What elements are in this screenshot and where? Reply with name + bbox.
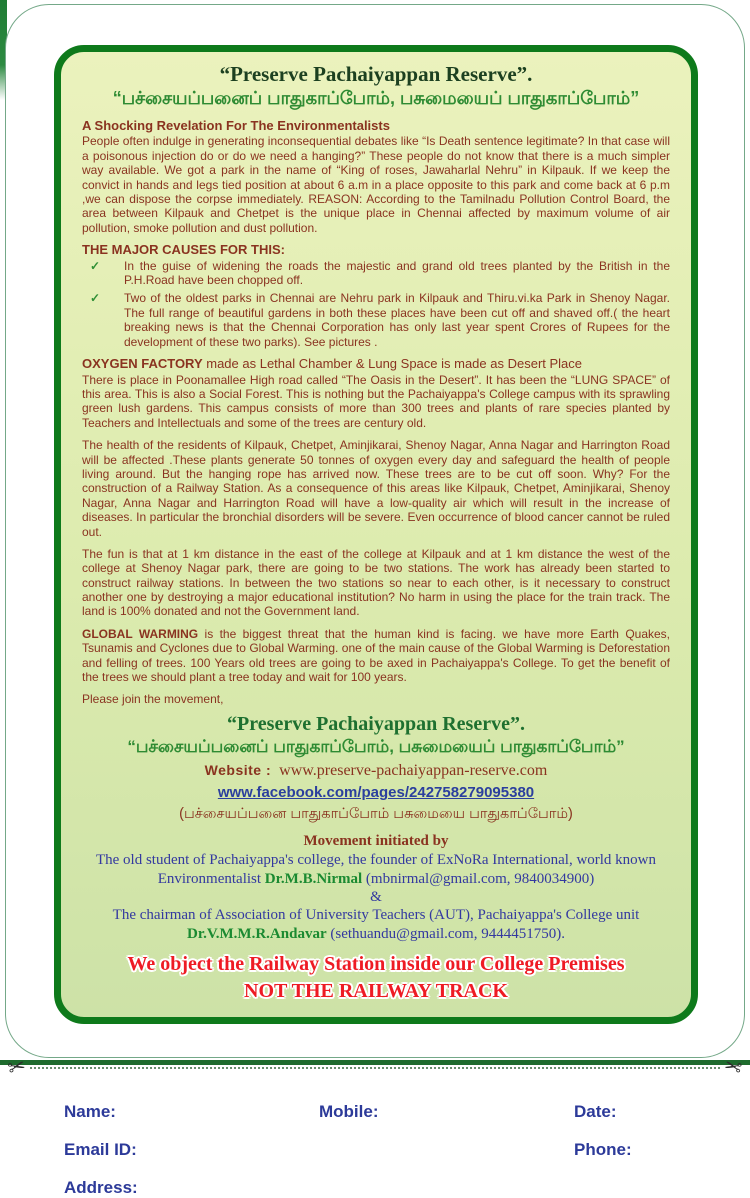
checkmark-icon: ✓ <box>90 291 101 306</box>
signup-form <box>6 1080 744 1198</box>
global-warming-bold: GLOBAL WARMING <box>82 626 199 641</box>
cause-item-text: Two of the oldest parks in Chennai are Nehru park in Kilpauk and Thiru.vi.ka Park in Shenoy Nagar. The full range of beautiful gardens in both these places have been cut off and shaved off.( the heart breaking news is that the Chennai Corporation has only last year spent Crores of Rupees for the development of these two parks). See pictures . <box>124 291 670 349</box>
major-causes-heading: THE MAJOR CAUSES FOR THIS: <box>82 242 285 258</box>
movement-line-1: The old student of Pachaiyappa's college, the founder of ExNoRa International, world known <box>95 852 657 869</box>
cause-item-roads <box>82 259 670 288</box>
email-field-label[interactable]: Email ID: <box>64 1139 137 1159</box>
checkmark-icon: ✓ <box>90 258 101 273</box>
form-row-2 <box>64 1140 744 1160</box>
oxygen-factory-paragraph: There is place in Poonamallee High road called “The Oasis in the Desert”. It has been the “LUNG SPACE” of this area. This is also a Social Forest. This is nothing but the Pachaiyappa's College campus with its sprawling green lush gardens. This campus consists of more than 300 trees and plants of rare species planted by Teachers and Intellectuals and some of the trees are century old. <box>82 372 670 430</box>
facebook-line <box>82 784 670 802</box>
flyer-title-tamil: “பச்சையப்பனைப் பாதுகாப்போம், பசுமையைப் பாதுகாப்போம்” <box>112 88 640 109</box>
oxygen-factory-heading <box>82 356 670 372</box>
movement-ampersand: & <box>370 889 382 906</box>
dotted-cut-line <box>30 1067 721 1069</box>
oxygen-factory-heading-bold: OXYGEN FACTORY <box>82 356 203 371</box>
movement-heading: Movement initiated by <box>303 833 449 850</box>
scissors-icon: ✂ <box>721 1054 745 1082</box>
cut-here-line <box>5 1054 745 1082</box>
phone-field-label[interactable]: Phone: <box>574 1139 632 1159</box>
scissors-icon: ✂ <box>5 1054 29 1082</box>
movement-line-2-pre: Environmentalist <box>157 870 265 887</box>
flyer-title-english-repeat: “Preserve Pachaiyappan Reserve”. <box>227 712 525 735</box>
outer-frame <box>5 4 745 1197</box>
flyer-title-english: “Preserve Pachaiyappan Reserve”. <box>219 62 533 86</box>
mobile-field-label[interactable]: Mobile: <box>319 1101 379 1121</box>
movement-line-4 <box>82 925 670 943</box>
health-paragraph: The health of the residents of Kilpauk, Chetpet, Aminjikarai, Shenoy Nagar, Anna Nagar and Harrington Road will be affected .These plants generate 50 tonnes of oxygen every day and safeguard the health of people living around. But the hanging rope has arrived now. These trees are to be cut off soon. Why? For the construction of a Railway Station. As a consequence of this areas like Kilpauk, Chetpet, Aminjikarai, Shenoy Nagar, Anna Nagar and Harrington Road will have a low-quality air which will result in the increase of diseases. In particular the bronchial disorders will be severe. Even occurrence of blood cancer cannot be ruled out. <box>82 438 670 539</box>
form-row-1 <box>64 1102 744 1122</box>
name-field-label[interactable]: Name: <box>64 1101 116 1121</box>
join-movement-line: Please join the movement, <box>82 692 224 707</box>
tamil-paren-line: (பச்சையப்பனை பாதுகாப்போம் பசுமையை பாதுகாப்போம்) <box>179 806 573 823</box>
movement-line-3: The chairman of Association of University Teachers (AUT), Pachaiyappa's College unit <box>112 907 640 924</box>
initiator-name-andavar: Dr.V.M.M.R.Andavar <box>187 925 327 942</box>
movement-initiators-block <box>82 832 670 943</box>
movement-line-2-post: (mbnirmal@gmail.com, 9840034900) <box>362 870 595 887</box>
address-field-label[interactable]: Address: <box>64 1177 138 1197</box>
website-label: Website : <box>204 762 272 779</box>
protest-line-2: NOT THE RAILWAY TRACK <box>244 979 508 1002</box>
cause-item-parks <box>82 291 670 349</box>
two-stations-paragraph: The fun is that at 1 km distance in the east of the college at Kilpauk and at 1 km distance the west of the college at Shenoy Nagar park, there are going to be two stations. The work has already been started to construct railway stations. In between the two stations so near to each other, is it necessary to construct another one by destroying a major educational institution? No harm in using the place for the train track. The land is 100% donated and not the Government land. <box>82 546 670 619</box>
cause-item-text: In the guise of widening the roads the majestic and grand old trees planted by the British in the P.H.Road have been chopped off. <box>124 258 670 288</box>
global-warming-rest: is the biggest threat that the human kind is facing. we have more Earth Quakes, Tsunamis and Cyclones due to Global Warming. one of the main cause of the Global Warming is Deforestation and felling of trees. 100 Years old trees are going to be axed in Pachaiyappa's College. To get the benefit of the trees we should plant a tree today and wait for 100 years. <box>82 626 671 685</box>
facebook-link[interactable]: www.facebook.com/pages/242758279095380 <box>217 784 535 802</box>
movement-line-4-post: (sethuandu@gmail.com, 9444451750). <box>326 925 565 942</box>
website-line <box>82 762 670 780</box>
shocking-revelation-heading: A Shocking Revelation For The Environmentalists <box>82 117 390 133</box>
global-warming-paragraph <box>82 627 670 685</box>
date-field-label[interactable]: Date: <box>574 1101 617 1121</box>
initiator-name-nirmal: Dr.M.B.Nirmal <box>264 870 363 887</box>
flyer-title-tamil-repeat: “பச்சையப்பனைப் பாதுகாப்போம், பசுமையைப் பாதுகாப்போம்” <box>127 736 625 756</box>
website-url[interactable]: www.preserve-pachaiyappan-reserve.com <box>279 762 548 780</box>
form-row-3 <box>64 1178 744 1198</box>
movement-line-2 <box>82 870 670 888</box>
protest-line-1: We object the Railway Station inside our College Premises <box>127 952 625 975</box>
shocking-revelation-paragraph: People often indulge in generating inconsequential debates like “Is Death sentence legitimate? In that case will a poisonous injection do or do we need a hanging?” These people do not know that there is a much simpler way available. We got a park in the name of “King of roses, Jawaharlal Nehru” in Kilpauk. If we keep the convict in hands and legs tied position at about 6 a.m in a place opposite to this park and come back at 6 p.m ,we can dispose the corpse immediately. REASON: According to the Tamilnadu Pollution Control Board, the area between Kilpauk and Chetpet is the unique place in Chennai affected by maximum volume of air pollution, smoke pollution and dust pollution. <box>82 134 670 235</box>
flyer-card <box>54 45 698 1024</box>
oxygen-factory-heading-rest: made as Lethal Chamber & Lung Space is made as Desert Place <box>202 356 583 371</box>
protest-slogan <box>82 951 670 1005</box>
